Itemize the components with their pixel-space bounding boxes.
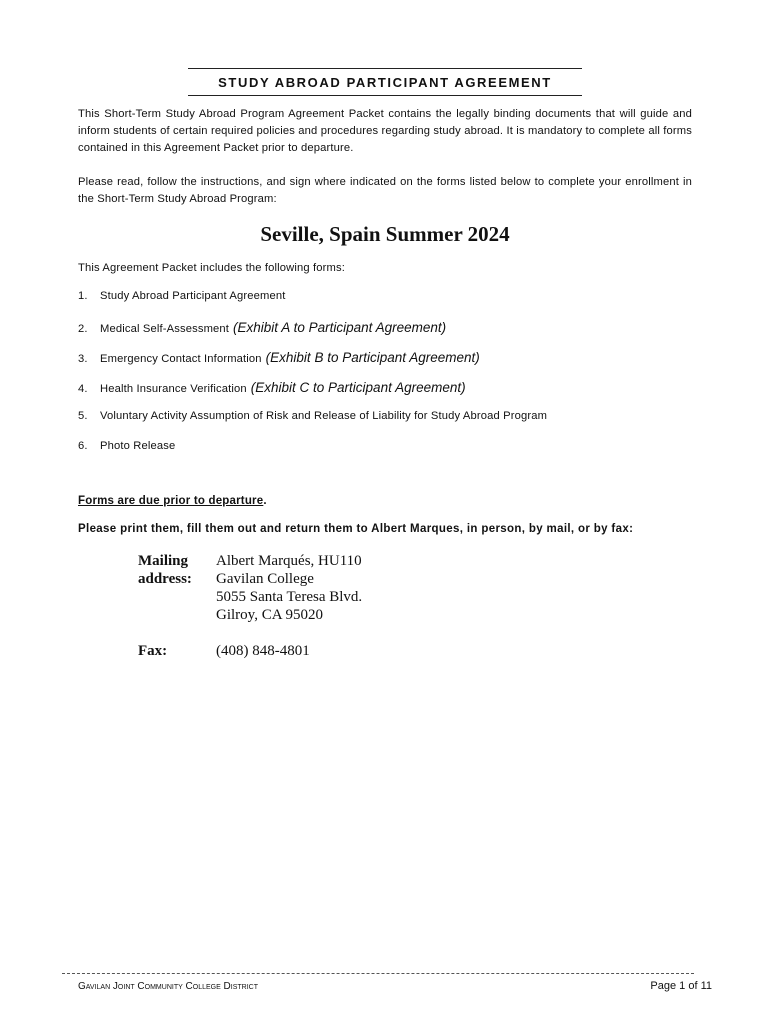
list-item-text: Emergency Contact Information [100,353,262,365]
list-item [78,290,718,320]
mailing-label-line-2: address: [138,571,192,587]
includes-line: This Agreement Packet includes the following forms: [78,262,345,274]
footer-divider [62,973,694,974]
list-item-text: Health Insurance Verification [100,383,247,395]
document-title: STUDY ABROAD PARTICIPANT AGREEMENT [218,75,552,90]
footer-district: Gavilan Joint Community College District [78,981,258,992]
list-item-number: 2. [78,323,88,335]
list-item-exhibit: (Exhibit B to Participant Agreement) [265,350,480,365]
intro-paragraph: This Short-Term Study Abroad Program Agreement Packet contains the legally binding documents that will guide and inform students of certain required policies and procedures regarding study abroad. It is mandatory to complete all forms contained in this Agreement Packet prior to departure. [78,108,692,154]
due-notice-text: Forms are due prior to departure [78,495,264,507]
list-item-number: 6. [78,440,88,452]
due-notice-period: . [263,495,267,507]
list-item-text: Study Abroad Participant Agreement [100,290,286,302]
due-notice [78,495,267,507]
address-line: Gavilan College [216,571,314,587]
list-item-number: 1. [78,290,88,302]
fax-number: (408) 848-4801 [216,643,310,659]
list-item [78,350,718,380]
address-line: Gilroy, CA 95020 [216,607,323,623]
return-instructions: Please print them, fill them out and return them to Albert Marques, in person, by mail, or by fax: [78,523,634,535]
mailing-label-line-1: Mailing [138,553,189,569]
list-item-text: Photo Release [100,440,176,452]
list-item-number: 5. [78,410,88,422]
address-line: Albert Marqués, HU110 [216,553,362,569]
mailing-address [216,552,362,624]
list-item-text: Voluntary Activity Assumption of Risk and Release of Liability for Study Abroad Program [100,410,548,422]
list-item [78,410,718,440]
title-block [188,68,582,96]
list-item-exhibit: (Exhibit C to Participant Agreement) [250,380,466,395]
list-item [78,320,718,350]
list-item-number: 3. [78,353,88,365]
page-number: Page 1 of 11 [650,980,712,992]
list-item [78,380,718,410]
list-item-exhibit: (Exhibit A to Participant Agreement) [233,320,447,335]
fax-label: Fax: [138,643,168,659]
list-item [78,440,718,470]
address-line: 5055 Santa Teresa Blvd. [216,589,363,605]
instructions-paragraph: Please read, follow the instructions, and sign where indicated on the forms listed below to complete your enrollment in the Short-Term Study Abroad Program: [78,176,692,205]
list-item-text: Medical Self-Assessment [100,323,230,335]
forms-list [78,290,718,470]
program-name: Seville, Spain Summer 2024 [260,222,510,246]
list-item-number: 4. [78,383,88,395]
mailing-address-label [138,552,208,588]
